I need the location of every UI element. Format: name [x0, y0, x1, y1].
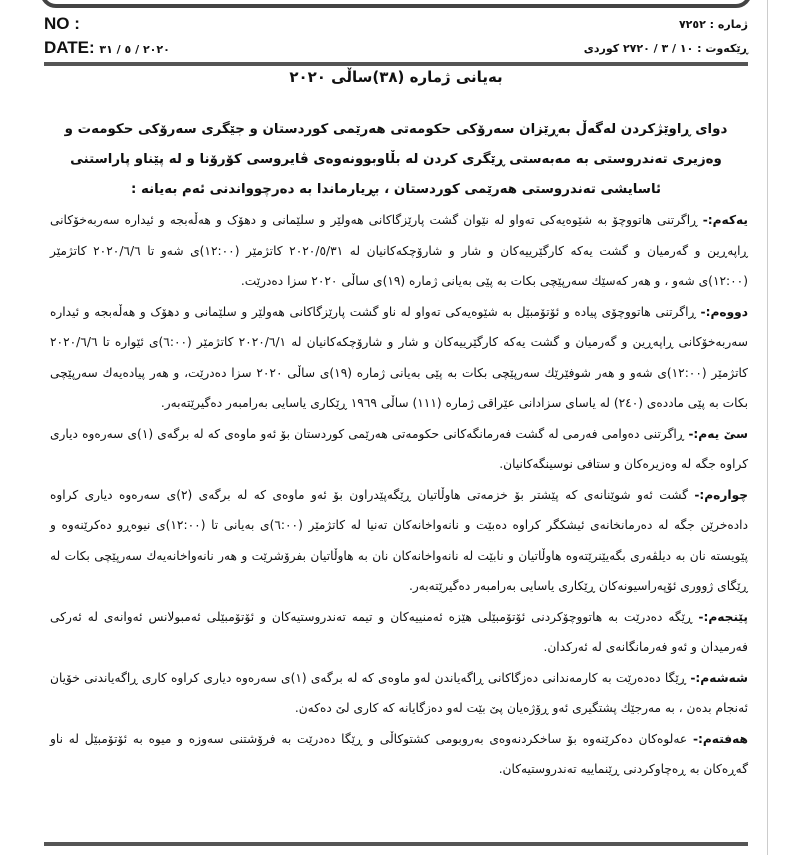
letterhead-box — [40, 0, 752, 8]
no-field: NO : — [44, 14, 80, 33]
item-text: ڕاگرتنی هاتووچۆ بە شێوەیەکی تەواو لە نێوان گشت پارێزگاکانی هەولێر و سلێمانی و دهۆک و هەڵەبجە و ئیدارە سەربەخۆکانی ڕاپەڕین و گەرمیان و گشت یەکە کارگێرییەکان و شار و شارۆچکەکانیان لە ٢٠٢٠/٥/٣١ کاتژمێر (١٢:٠٠)ی شەو تا ٢٠٢٠/٦/٦ کاتژمێر (١٢:٠٠)ی شەو ، و هەر کەسێك سەرپێچی بکات بە پێی بەیانی ژمارە (١٩)ی ساڵی ٢٠٢٠ سزا دەدرێت. — [50, 213, 748, 288]
item-6 — [50, 663, 748, 724]
item-7 — [50, 724, 748, 785]
page-edge — [767, 0, 768, 855]
intro-paragraph: دوای ڕاوێژکردن لەگەڵ بەڕێزان سەرۆکی حکومەتی هەرێمی کوردستان و جێگری سەرۆکی حکومەت و وەزیری تەندروستی بە مەبەستی ڕێگری کردن لە بڵاوبوونەوەی ڤایروسی کۆرۆنا و لە پێناو پاراستنی ئاسایشی تەندروستی هەرێمی کوردستان ، بڕیارماندا بە دەرچوواندنی ئەم بەیانە : — [64, 122, 728, 197]
document-body — [50, 205, 748, 785]
item-label: شەشەم:- — [690, 670, 748, 685]
date-label: DATE — [44, 38, 90, 57]
date-value: ٢٠٢٠ / ٥ / ٣١ — [99, 43, 170, 56]
kurdish-date-value: ١٠ / ٣ / ٢٧٢٠ کوردی — [583, 42, 694, 55]
footer-divider — [44, 842, 748, 846]
item-label: هەفتەم:- — [692, 731, 748, 746]
date-field: DATE: ٢٠٢٠ / ٥ / ٣١ — [44, 38, 170, 57]
item-3 — [50, 419, 748, 480]
item-text: ڕێگە دەدرێت بە هاتووچۆکردنی ئۆتۆمبێلی هێزە ئەمنییەکان و تیمە تەندروستیەکان و ئۆتۆمبێلی ئەمبولانس ئەوانەی لە ئەرکی فەرمیدان و ئەو فەرمانگانەی لە ئەرکدان. — [50, 609, 748, 654]
header-divider — [44, 62, 748, 66]
number-field: ژمارە : ٧٢٥٢ — [678, 18, 748, 31]
item-5 — [50, 602, 748, 663]
item-label: دووەم:- — [700, 304, 748, 319]
number-label: ژمارە — [717, 18, 748, 31]
item-1 — [50, 205, 748, 297]
item-label: پێنجەم:- — [698, 609, 748, 624]
item-text: ڕاگرتنی دەوامی فەرمی لە گشت فەرمانگەکانی حکومەتی هەرێمی کوردستان بۆ ئەو ماوەی کە لە برگەی (١)ی سەرەوە دیاری کراوە جگە لە وەزیرەکان و ستافی نوسینگەکانیان. — [50, 426, 748, 471]
document-title: بەیانی ژمارە (٣٨)ساڵی ٢٠٢٠ — [289, 68, 503, 86]
item-4 — [50, 480, 748, 602]
item-label: یەکەم:- — [702, 213, 748, 227]
item-text: گشت ئەو شوێنانەی کە پێشتر بۆ خزمەتی هاوڵاتیان ڕێگەپێدراون بۆ ئەو ماوەی کە لە برگەی (٢)ی سەرەوە دیاری کراوە دادەخرێن جگە لە دەرمانخانەی ئیشکگر کراوە دەبێت و نانەواخانەکان تەنیا لە کاتژمێر (٦:٠٠)ی بەیانی تا (١٢:٠٠)ی نیوەڕو دەکرێنەوە و پێویستە نان بە دیلڤەری بگەیێنرێتەوە هاوڵاتیان و نابێت لە نانەواخانەکان نان بە هاوڵاتیان بفرۆشرێت و هەر نانەواخانەیەك سەرپێچی بکات لە ڕێگای ژووری ئۆپەراسیونەکان ڕێکاری یاسایی بەرامبەر دەگیرێتەبەر. — [50, 487, 748, 593]
item-text: ڕێگا دەدەرێت بە کارمەندانی دەزگاکانی ڕاگەیاندن لەو ماوەی کە لە برگەی (١)ی سەرەوە دیاری کراوە کاری ڕاگەیاندنی خۆیان ئەنجام بدەن ، بە مەرجێك پشتگیری ئەو ڕۆژەیان پێ بێت لەو دەزگایانە کە کاری لێ دەکەن. — [50, 670, 748, 715]
item-2 — [50, 297, 748, 419]
item-label: سێ یەم:- — [688, 426, 749, 441]
item-text: عەلوەکان دەکرێنەوە بۆ ساخکردنەوەی بەروبومی کشتوکاڵی و ڕێگا دەدرێت بە فرۆشتنی سەوزە و میوە بە ئۆتۆمبێل لە ناو گەڕەکان بە ڕەچاوکردنی ڕێنماییە تەندروستیەکان. — [50, 731, 748, 776]
item-text: ڕاگرتنی هاتووچۆی پیادە و ئۆتۆمبێل بە شێوەیەکی تەواو لە ناو گشت پارێزگاکانی هەولێر و سلێمانی و دهۆک و هەڵەبجە و ئیدارە سەربەخۆکانی ڕاپەڕین و گەرمیان و گشت یەکە کارگێرییەکان و شار و شارۆچکەکانیان لە ٢٠٢٠/٦/١ کاتژمێر (٦:٠٠)ی ئێوارە تا ٢٠٢٠/٦/٦ کاتژمێر (١٢:٠٠)ی شەو و هەر شوفێرێك سەرپێچی بکات بە پێی بەیانی ژمارە (١٩)ی ساڵی ٢٠٢٠ سزا دەدرێت، و هەر پیادەیەك سەرپێچی بکات بە پێی ماددەی (٢٤٠) لە یاسای سزادانی عێراقی ژمارە (١١١) ساڵی ١٩٦٩ ڕێکاری یاسایی بەرامبەر دەگیرێتەبەر. — [50, 304, 748, 410]
kurdish-date-field: ڕێکەوت : ١٠ / ٣ / ٢٧٢٠ کوردی — [583, 42, 748, 55]
item-label: چوارەم:- — [694, 487, 748, 502]
no-label: NO — [44, 14, 70, 33]
kurdish-date-label: ڕێکەوت — [705, 42, 748, 55]
number-value: ٧٢٥٢ — [678, 18, 706, 31]
